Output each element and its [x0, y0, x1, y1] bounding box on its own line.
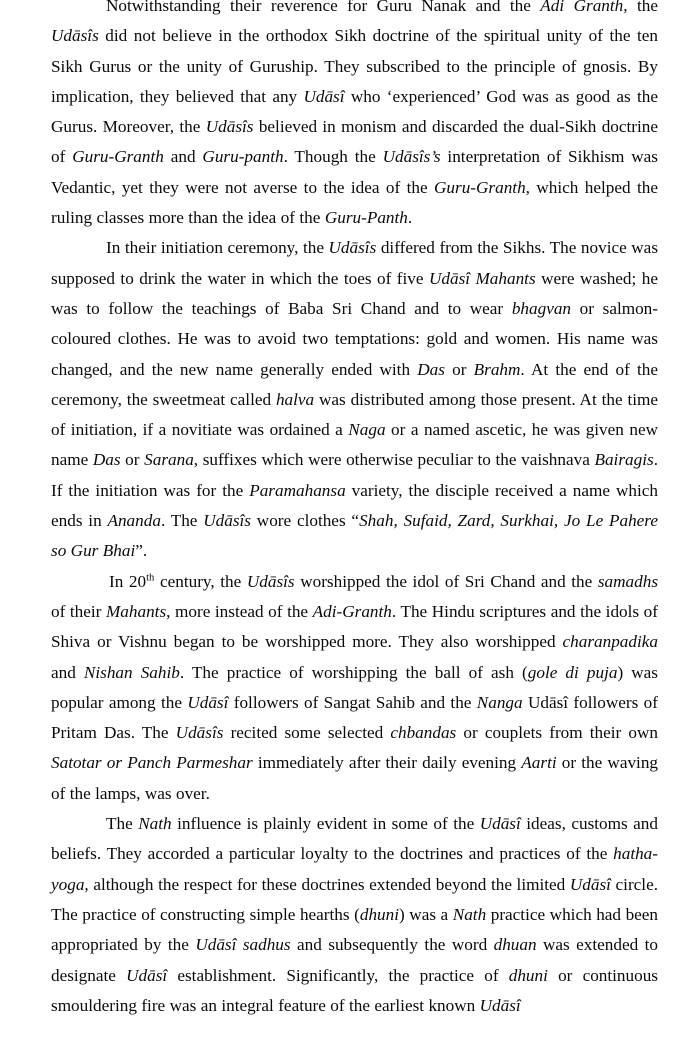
italic-term: Bairagis — [594, 450, 654, 470]
paragraph-2: In their initiation ceremony, the Udāsîs differed from the Sikhs. The novice was supposed to drink the water in which the toes of five Udāsî Mahants were washed; he was to follow the teachings of Baba Sri Chand and to wear bhagvan or salmon-coloured clothes. He was to avoid two temptations: gold and women. His name was changed, and the new name generally ended with Das or Brahm. At the end of the ceremony, the sweetmeat called halva was distributed among those present. At the time of initiation, if a novitiate was ordained a Naga or a named ascetic, he was given new name Das or Sarana, suffixes which were otherwise peculiar to the vaishnava Bairagis. If the initiation was for the Paramahansa variety, the disciple received a name which ends in Ananda. The Udāsîs wore clothes “Shah, Sufaid, Zard, Surkhai, Jo Le Pahere so Gur Bhai”. — [51, 238, 659, 561]
italic-term: Udāsî — [187, 692, 229, 712]
italic-term: Udāsî Mahants — [428, 268, 536, 288]
italic-term: Udāsîs — [51, 26, 99, 46]
italic-term: Brahm — [473, 359, 521, 379]
italic-term: Udāsî — [126, 965, 168, 985]
italic-term: halva — [275, 389, 315, 409]
italic-term: chbandas — [390, 723, 457, 743]
italic-term: charanpadika — [562, 632, 658, 652]
italic-term: Udāsî — [303, 86, 345, 106]
text-column — [51, 0, 658, 1021]
italic-term: Guru-Panth — [324, 208, 408, 228]
italic-term: Sarana — [144, 450, 194, 470]
italic-term: samadhs — [597, 571, 659, 591]
italic-term: Udāsî — [479, 814, 521, 834]
italic-term: Udāsîs — [175, 723, 224, 743]
italic-term: Udāsîs — [246, 571, 295, 591]
italic-term: dhuan — [493, 935, 537, 955]
italic-term: Das — [417, 359, 445, 379]
italic-term: hatha-yoga, — [51, 844, 658, 894]
italic-term: dhuni — [508, 965, 548, 985]
italic-term: Naga — [348, 420, 386, 440]
paragraph-1: Notwithstanding their reverence for Guru Nanak and the Adi Granth, the Udāsîs did not believe in the orthodox Sikh doctrine of the spiritual unity of the ten Sikh Gurus or the unity of Guruship. They subscribed to the principle of gnosis. By implication, they believed that any Udāsî who ‘experienced’ God was as good as the Gurus. Moreover, the Udāsîs believed in monism and discarded the dual-Sikh doctrine of Guru-Granth and Guru-panth. Though the Udāsîs’s interpretation of Sikhism was Vedantic, yet they were not averse to the idea of the Guru-Granth, which helped the ruling classes more than the idea of the Guru-Panth. — [51, 0, 658, 233]
paragraph-4: The Nath influence is plainly evident in some of the Udāsî ideas, customs and beliefs. They accorded a particular loyalty to the doctrines and practices of the hatha-yoga, although the respect for these doctrines extended beyond the limited Udāsî circle. The practice of constructing simple hearths (dhuni) was a Nath practice which had been appropriated by the Udāsî sadhus and subsequently the word dhuan was extended to designate Udāsî establishment. Significantly, the practice of dhuni or continuous smouldering fire was an integral feature of the earliest known Udāsî — [51, 814, 659, 1015]
italic-term: Adi-Granth — [312, 601, 392, 621]
italic-term: Guru-Granth — [72, 147, 164, 167]
italic-term: Guru-panth — [202, 147, 284, 167]
italic-term: Udāsîs — [328, 238, 377, 258]
italic-term: gole di puja — [527, 662, 618, 682]
italic-term: Udāsî — [569, 874, 611, 894]
italic-term: Paramahansa — [249, 480, 346, 500]
italic-term: Adi Granth, — [540, 0, 628, 15]
italic-term: Nath — [452, 904, 487, 924]
italic-term: Udāsîs — [203, 511, 251, 531]
italic-term: Nishan Sahib — [83, 662, 180, 682]
italic-term: Ananda — [107, 511, 161, 531]
paragraph-3: In 20th century, the Udāsîs worshipped the idol of Sri Chand and the samadhs of their Mahants, more instead of the Adi-Granth. The Hindu scriptures and the idols of Shiva or Vishnu began to be worshipped more. They also worshipped charanpadika and Nishan Sahib. The practice of worshipping the ball of ash (gole di puja) was popular among the Udāsî followers of Sangat Sahib and the Nanga Udāsî followers of Pritam Das. The Udāsîs recited some selected chbandas or couplets from their own Satotar or Panch Parmeshar immediately after their daily evening Aarti or the waving of the lamps, was over. — [51, 571, 659, 803]
italic-term: Das — [92, 450, 121, 470]
italic-term: Udāsî — [479, 995, 521, 1015]
italic-term: Shah, Sufaid, Zard, Surkhai, Jo Le Pahere so Gur Bhai — [51, 511, 658, 561]
italic-term: Mahants — [105, 601, 167, 621]
italic-term: Nath — [138, 814, 172, 834]
italic-term: Guru-Granth — [434, 177, 526, 197]
italic-term: Aarti — [521, 753, 557, 773]
italic-term: Udāsî sadhus — [195, 935, 291, 955]
italic-term: Udāsîs — [205, 117, 254, 137]
ordinal-suffix: th — [146, 571, 155, 583]
italic-term: dhuni — [359, 904, 400, 924]
italic-term: bhagvan — [511, 298, 572, 318]
italic-term: Satotar or Panch Parmeshar — [51, 753, 253, 773]
italic-term: Udāsîs’s — [382, 147, 441, 167]
italic-term: Nanga — [476, 692, 523, 712]
